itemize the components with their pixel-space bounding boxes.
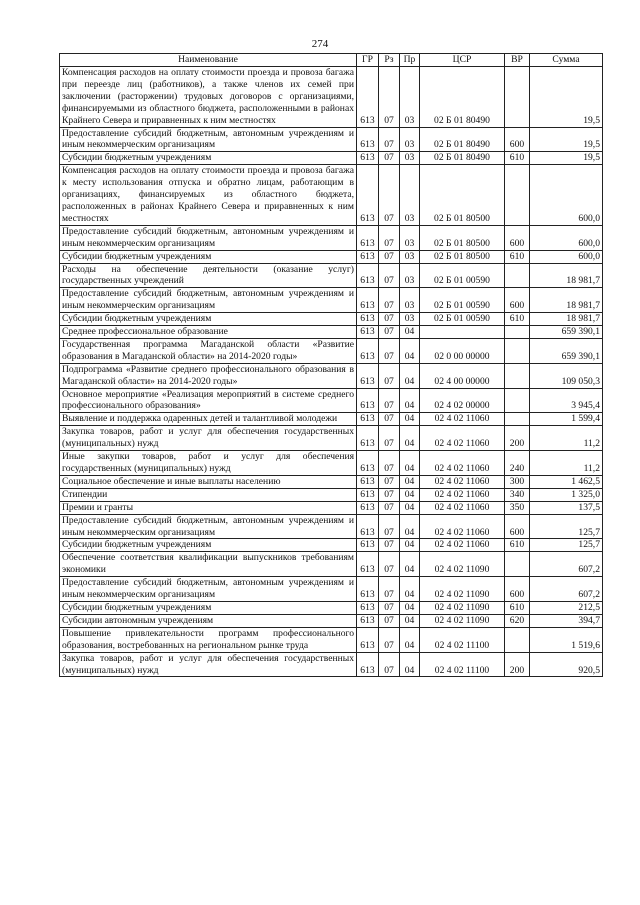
table-row bbox=[60, 501, 603, 514]
cell-gr: 613 bbox=[357, 326, 379, 339]
cell-gr: 613 bbox=[357, 127, 379, 152]
cell-vr bbox=[505, 338, 530, 363]
cell-pr: 03 bbox=[400, 165, 420, 226]
cell-name: Иные закупки товаров, работ и услуг для обеспечения государственных (муниципальных) нужд bbox=[60, 451, 357, 476]
cell-gr: 613 bbox=[357, 413, 379, 426]
table-row bbox=[60, 67, 603, 128]
table-row bbox=[60, 426, 603, 451]
cell-pr: 04 bbox=[400, 326, 420, 339]
cell-csr: 02 Б 01 80500 bbox=[420, 165, 505, 226]
cell-vr: 300 bbox=[505, 475, 530, 488]
cell-pr: 03 bbox=[400, 288, 420, 313]
cell-csr: 02 4 02 11060 bbox=[420, 426, 505, 451]
table-row bbox=[60, 614, 603, 627]
cell-gr: 613 bbox=[357, 614, 379, 627]
cell-name: Субсидии бюджетным учреждениям bbox=[60, 152, 357, 165]
cell-csr: 02 0 00 00000 bbox=[420, 338, 505, 363]
cell-rz: 07 bbox=[379, 488, 400, 501]
cell-gr: 613 bbox=[357, 539, 379, 552]
cell-gr: 613 bbox=[357, 577, 379, 602]
cell-gr: 613 bbox=[357, 426, 379, 451]
cell-gr: 613 bbox=[357, 627, 379, 652]
table-row bbox=[60, 577, 603, 602]
header-csr: ЦСР bbox=[420, 54, 505, 67]
cell-sum: 18 981,7 bbox=[530, 263, 603, 288]
cell-csr: 02 4 00 00000 bbox=[420, 363, 505, 388]
cell-csr bbox=[420, 326, 505, 339]
cell-rz: 07 bbox=[379, 363, 400, 388]
header-sum: Сумма bbox=[530, 54, 603, 67]
cell-pr: 04 bbox=[400, 475, 420, 488]
table-row bbox=[60, 388, 603, 413]
cell-pr: 04 bbox=[400, 451, 420, 476]
cell-vr bbox=[505, 388, 530, 413]
cell-sum: 19,5 bbox=[530, 152, 603, 165]
table-row bbox=[60, 313, 603, 326]
table-row bbox=[60, 263, 603, 288]
cell-rz: 07 bbox=[379, 127, 400, 152]
table-row bbox=[60, 539, 603, 552]
cell-name: Предоставление субсидий бюджетным, автономным учреждениям и иным некоммерческим организациям bbox=[60, 514, 357, 539]
cell-csr: 02 4 02 11090 bbox=[420, 614, 505, 627]
cell-name: Премии и гранты bbox=[60, 501, 357, 514]
cell-vr bbox=[505, 552, 530, 577]
cell-vr bbox=[505, 67, 530, 128]
cell-name: Подпрограмма «Развитие среднего профессионального образования в Магаданской области» на 2014-2020 годы» bbox=[60, 363, 357, 388]
cell-pr: 03 bbox=[400, 263, 420, 288]
cell-name: Закупка товаров, работ и услуг для обеспечения государственных (муниципальных) нужд bbox=[60, 426, 357, 451]
cell-sum: 125,7 bbox=[530, 539, 603, 552]
cell-sum: 1 462,5 bbox=[530, 475, 603, 488]
cell-pr: 04 bbox=[400, 514, 420, 539]
cell-sum: 212,5 bbox=[530, 601, 603, 614]
cell-sum: 19,5 bbox=[530, 127, 603, 152]
cell-rz: 07 bbox=[379, 263, 400, 288]
cell-name: Среднее профессиональное образование bbox=[60, 326, 357, 339]
cell-sum: 11,2 bbox=[530, 426, 603, 451]
cell-vr bbox=[505, 263, 530, 288]
table-row bbox=[60, 338, 603, 363]
table-row bbox=[60, 250, 603, 263]
header-rz: Рз bbox=[379, 54, 400, 67]
cell-sum: 920,5 bbox=[530, 652, 603, 677]
cell-vr: 600 bbox=[505, 225, 530, 250]
header-name: Наименование bbox=[60, 54, 357, 67]
cell-name: Выявление и поддержка одаренных детей и талантливой молодежи bbox=[60, 413, 357, 426]
table-row bbox=[60, 488, 603, 501]
cell-pr: 04 bbox=[400, 539, 420, 552]
cell-gr: 613 bbox=[357, 67, 379, 128]
cell-vr: 240 bbox=[505, 451, 530, 476]
cell-name: Компенсация расходов на оплату стоимости проезда и провоза багажа к месту использования отпуска и обратно лицам, работающим в организациях, финансируемых из областного бюджета, расположенных в районах Крайнего Севера и приравненных к ним местностях bbox=[60, 165, 357, 226]
cell-vr: 600 bbox=[505, 288, 530, 313]
cell-rz: 07 bbox=[379, 152, 400, 165]
table-header-row bbox=[60, 54, 603, 67]
table-row bbox=[60, 127, 603, 152]
cell-csr: 02 Б 01 80500 bbox=[420, 225, 505, 250]
cell-gr: 613 bbox=[357, 488, 379, 501]
cell-rz: 07 bbox=[379, 426, 400, 451]
table-row bbox=[60, 451, 603, 476]
cell-pr: 04 bbox=[400, 501, 420, 514]
cell-name: Закупка товаров, работ и услуг для обеспечения государственных (муниципальных) нужд bbox=[60, 652, 357, 677]
cell-sum: 394,7 bbox=[530, 614, 603, 627]
cell-gr: 613 bbox=[357, 263, 379, 288]
cell-gr: 613 bbox=[357, 451, 379, 476]
cell-vr: 600 bbox=[505, 127, 530, 152]
header-vr: ВР bbox=[505, 54, 530, 67]
table-row bbox=[60, 552, 603, 577]
cell-name: Обеспечение соответствия квалификации выпускников требованиям экономики bbox=[60, 552, 357, 577]
cell-name: Стипендии bbox=[60, 488, 357, 501]
cell-sum: 600,0 bbox=[530, 225, 603, 250]
cell-name: Основное мероприятие «Реализация мероприятий в системе среднего профессионального образования» bbox=[60, 388, 357, 413]
cell-csr: 02 4 02 11090 bbox=[420, 577, 505, 602]
cell-vr: 610 bbox=[505, 601, 530, 614]
cell-vr: 200 bbox=[505, 652, 530, 677]
cell-rz: 07 bbox=[379, 601, 400, 614]
cell-csr: 02 4 02 11060 bbox=[420, 501, 505, 514]
cell-gr: 613 bbox=[357, 388, 379, 413]
cell-sum: 18 981,7 bbox=[530, 288, 603, 313]
cell-gr: 613 bbox=[357, 363, 379, 388]
cell-csr: 02 Б 01 00590 bbox=[420, 288, 505, 313]
cell-csr: 02 4 02 11100 bbox=[420, 652, 505, 677]
table-body bbox=[60, 67, 603, 677]
cell-vr bbox=[505, 627, 530, 652]
cell-gr: 613 bbox=[357, 601, 379, 614]
cell-csr: 02 Б 01 80490 bbox=[420, 127, 505, 152]
cell-vr: 350 bbox=[505, 501, 530, 514]
header-gr: ГР bbox=[357, 54, 379, 67]
cell-gr: 613 bbox=[357, 475, 379, 488]
cell-gr: 613 bbox=[357, 552, 379, 577]
table-row bbox=[60, 514, 603, 539]
cell-sum: 1 519,6 bbox=[530, 627, 603, 652]
cell-csr: 02 4 02 00000 bbox=[420, 388, 505, 413]
cell-sum: 659 390,1 bbox=[530, 326, 603, 339]
cell-sum: 18 981,7 bbox=[530, 313, 603, 326]
cell-name: Предоставление субсидий бюджетным, автономным учреждениям и иным некоммерческим организациям bbox=[60, 577, 357, 602]
cell-name: Субсидии бюджетным учреждениям bbox=[60, 250, 357, 263]
cell-pr: 04 bbox=[400, 338, 420, 363]
cell-sum: 1 599,4 bbox=[530, 413, 603, 426]
cell-vr bbox=[505, 165, 530, 226]
cell-rz: 07 bbox=[379, 288, 400, 313]
cell-gr: 613 bbox=[357, 338, 379, 363]
cell-csr: 02 4 02 11060 bbox=[420, 514, 505, 539]
table-row bbox=[60, 363, 603, 388]
cell-name: Субсидии автономным учреждениям bbox=[60, 614, 357, 627]
cell-gr: 613 bbox=[357, 165, 379, 226]
cell-gr: 613 bbox=[357, 225, 379, 250]
cell-csr: 02 Б 01 00590 bbox=[420, 313, 505, 326]
cell-gr: 613 bbox=[357, 288, 379, 313]
cell-vr: 600 bbox=[505, 577, 530, 602]
cell-pr: 03 bbox=[400, 250, 420, 263]
cell-gr: 613 bbox=[357, 250, 379, 263]
cell-sum: 659 390,1 bbox=[530, 338, 603, 363]
cell-csr: 02 4 02 11100 bbox=[420, 627, 505, 652]
table-row bbox=[60, 288, 603, 313]
cell-csr: 02 Б 01 00590 bbox=[420, 263, 505, 288]
cell-sum: 607,2 bbox=[530, 552, 603, 577]
cell-sum: 600,0 bbox=[530, 165, 603, 226]
cell-gr: 613 bbox=[357, 514, 379, 539]
cell-gr: 613 bbox=[357, 313, 379, 326]
cell-name: Расходы на обеспечение деятельности (оказание услуг) государственных учреждений bbox=[60, 263, 357, 288]
cell-pr: 03 bbox=[400, 152, 420, 165]
cell-vr: 610 bbox=[505, 152, 530, 165]
cell-vr bbox=[505, 413, 530, 426]
cell-rz: 07 bbox=[379, 67, 400, 128]
header-pr: Пр bbox=[400, 54, 420, 67]
cell-vr: 610 bbox=[505, 539, 530, 552]
cell-vr: 340 bbox=[505, 488, 530, 501]
cell-sum: 109 050,3 bbox=[530, 363, 603, 388]
cell-rz: 07 bbox=[379, 501, 400, 514]
cell-csr: 02 4 02 11090 bbox=[420, 552, 505, 577]
cell-sum: 3 945,4 bbox=[530, 388, 603, 413]
cell-rz: 07 bbox=[379, 338, 400, 363]
cell-rz: 07 bbox=[379, 225, 400, 250]
cell-rz: 07 bbox=[379, 326, 400, 339]
cell-rz: 07 bbox=[379, 313, 400, 326]
cell-pr: 04 bbox=[400, 577, 420, 602]
cell-vr bbox=[505, 363, 530, 388]
cell-vr bbox=[505, 326, 530, 339]
cell-pr: 04 bbox=[400, 652, 420, 677]
cell-sum: 607,2 bbox=[530, 577, 603, 602]
cell-csr: 02 4 02 11060 bbox=[420, 539, 505, 552]
cell-rz: 07 bbox=[379, 614, 400, 627]
table-row bbox=[60, 165, 603, 226]
cell-name: Компенсация расходов на оплату стоимости проезда и провоза багажа при переезде лиц (работников), а также членов их семей при заключении (расторжении) трудовых договоров с организациями, финансируемыми из областного бюджета, расположенными в районах Крайнего Севера и приравненных к ним местностях bbox=[60, 67, 357, 128]
table-row bbox=[60, 152, 603, 165]
cell-name: Субсидии бюджетным учреждениям bbox=[60, 313, 357, 326]
cell-sum: 11,2 bbox=[530, 451, 603, 476]
cell-pr: 04 bbox=[400, 363, 420, 388]
cell-rz: 07 bbox=[379, 475, 400, 488]
cell-pr: 04 bbox=[400, 388, 420, 413]
cell-pr: 03 bbox=[400, 313, 420, 326]
cell-csr: 02 Б 01 80490 bbox=[420, 67, 505, 128]
table-row bbox=[60, 413, 603, 426]
cell-pr: 04 bbox=[400, 488, 420, 501]
cell-pr: 04 bbox=[400, 552, 420, 577]
cell-pr: 03 bbox=[400, 127, 420, 152]
cell-name: Предоставление субсидий бюджетным, автономным учреждениям и иным некоммерческим организациям bbox=[60, 225, 357, 250]
cell-vr: 620 bbox=[505, 614, 530, 627]
cell-pr: 04 bbox=[400, 614, 420, 627]
cell-pr: 04 bbox=[400, 627, 420, 652]
cell-pr: 03 bbox=[400, 67, 420, 128]
table-row bbox=[60, 652, 603, 677]
cell-sum: 137,5 bbox=[530, 501, 603, 514]
cell-vr: 200 bbox=[505, 426, 530, 451]
cell-rz: 07 bbox=[379, 539, 400, 552]
cell-name: Повышение привлекательности программ профессионального образования, востребованных на региональном рынке труда bbox=[60, 627, 357, 652]
cell-csr: 02 4 02 11060 bbox=[420, 475, 505, 488]
cell-vr: 610 bbox=[505, 313, 530, 326]
cell-name: Государственная программа Магаданской области «Развитие образования в Магаданской области» на 2014-2020 годы» bbox=[60, 338, 357, 363]
cell-rz: 07 bbox=[379, 552, 400, 577]
cell-rz: 07 bbox=[379, 451, 400, 476]
cell-csr: 02 Б 01 80490 bbox=[420, 152, 505, 165]
cell-name: Социальное обеспечение и иные выплаты населению bbox=[60, 475, 357, 488]
cell-sum: 19,5 bbox=[530, 67, 603, 128]
cell-vr: 600 bbox=[505, 514, 530, 539]
cell-pr: 04 bbox=[400, 426, 420, 451]
cell-name: Предоставление субсидий бюджетным, автономным учреждениям и иным некоммерческим организациям bbox=[60, 288, 357, 313]
table-row bbox=[60, 225, 603, 250]
cell-rz: 07 bbox=[379, 250, 400, 263]
cell-rz: 07 bbox=[379, 514, 400, 539]
cell-pr: 04 bbox=[400, 413, 420, 426]
cell-sum: 600,0 bbox=[530, 250, 603, 263]
cell-pr: 03 bbox=[400, 225, 420, 250]
table-row bbox=[60, 627, 603, 652]
table-row bbox=[60, 601, 603, 614]
cell-csr: 02 4 02 11060 bbox=[420, 488, 505, 501]
cell-rz: 07 bbox=[379, 627, 400, 652]
cell-name: Субсидии бюджетным учреждениям bbox=[60, 539, 357, 552]
cell-vr: 610 bbox=[505, 250, 530, 263]
cell-csr: 02 4 02 11060 bbox=[420, 413, 505, 426]
cell-pr: 04 bbox=[400, 601, 420, 614]
cell-csr: 02 4 02 11060 bbox=[420, 451, 505, 476]
cell-gr: 613 bbox=[357, 501, 379, 514]
cell-csr: 02 Б 01 80500 bbox=[420, 250, 505, 263]
page-number: 274 bbox=[311, 38, 329, 50]
budget-table bbox=[59, 53, 603, 677]
cell-sum: 1 325,0 bbox=[530, 488, 603, 501]
cell-rz: 07 bbox=[379, 413, 400, 426]
cell-rz: 07 bbox=[379, 388, 400, 413]
cell-rz: 07 bbox=[379, 577, 400, 602]
cell-gr: 613 bbox=[357, 652, 379, 677]
cell-csr: 02 4 02 11090 bbox=[420, 601, 505, 614]
cell-rz: 07 bbox=[379, 652, 400, 677]
cell-name: Субсидии бюджетным учреждениям bbox=[60, 601, 357, 614]
cell-sum: 125,7 bbox=[530, 514, 603, 539]
table-row bbox=[60, 475, 603, 488]
cell-gr: 613 bbox=[357, 152, 379, 165]
cell-name: Предоставление субсидий бюджетным, автономным учреждениям и иным некоммерческим организациям bbox=[60, 127, 357, 152]
table-row bbox=[60, 326, 603, 339]
cell-rz: 07 bbox=[379, 165, 400, 226]
